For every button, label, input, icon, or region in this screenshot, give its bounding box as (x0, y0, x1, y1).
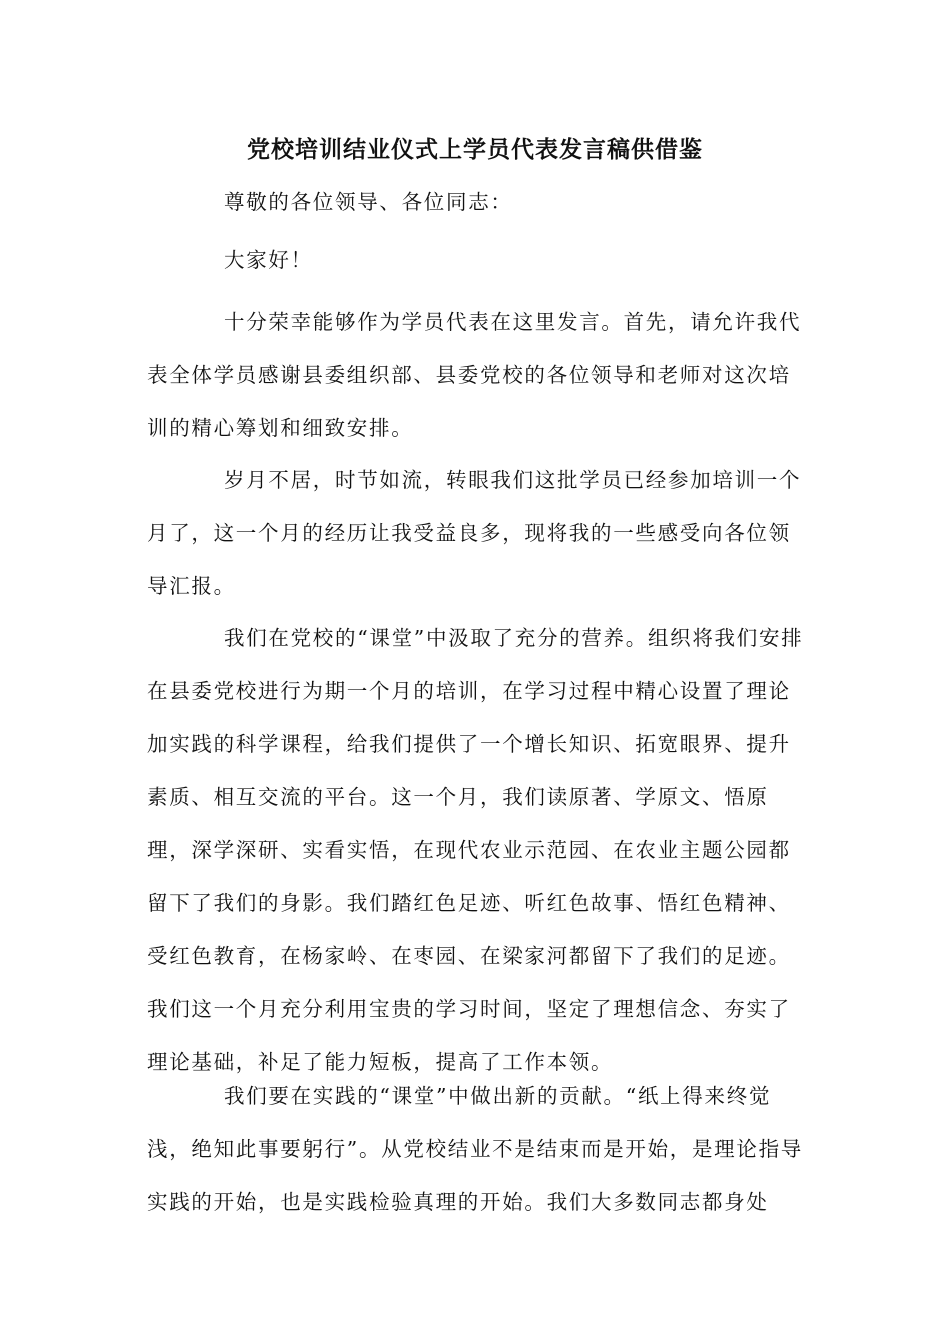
paragraph: 我们要在实践的“课堂”中做出新的贡献。“纸上得来终觉浅，绝知此事要躬行”。从党校结业不是结束而是开始，是理论指导实践的开始，也是实践检验真理的开始。我们大多数同志都身处 (147, 1084, 803, 1214)
document-title: 党校培训结业仪式上学员代表发言稿供借鉴 (247, 136, 703, 163)
paragraph: 岁月不居，时节如流，转眼我们这批学员已经参加培训一个月了，这一个月的经历让我受益良多，现将我的一些感受向各位领导汇报。 (147, 468, 802, 598)
greeting: 大家好！ (224, 248, 313, 272)
paragraph: 十分荣幸能够作为学员代表在这里发言。首先，请允许我代表全体学员感谢县委组织部、县委党校的各位领导和老师对这次培训的精心筹划和细致安排。 (147, 310, 802, 440)
salutation: 尊敬的各位领导、各位同志： (224, 190, 513, 214)
paragraph: 我们在党校的“课堂”中汲取了充分的营养。组织将我们安排在县委党校进行为期一个月的培训，在学习过程中精心设置了理论加实践的科学课程，给我们提供了一个增长知识、拓宽眼界、提升素质、相互交流的平台。这一个月，我们读原著、学原文、悟原理，深学深研、实看实悟，在现代农业示范园、在农业主题公园都留下了我们的身影。我们踏红色足迹、听红色故事、悟红色精神、受红色教育，在杨家岭、在枣园、在梁家河都留下了我们的足迹。我们这一个月充分利用宝贵的学习时间，坚定了理想信念、夯实了理论基础，补足了能力短板，提高了工作本领。 (147, 626, 804, 1074)
